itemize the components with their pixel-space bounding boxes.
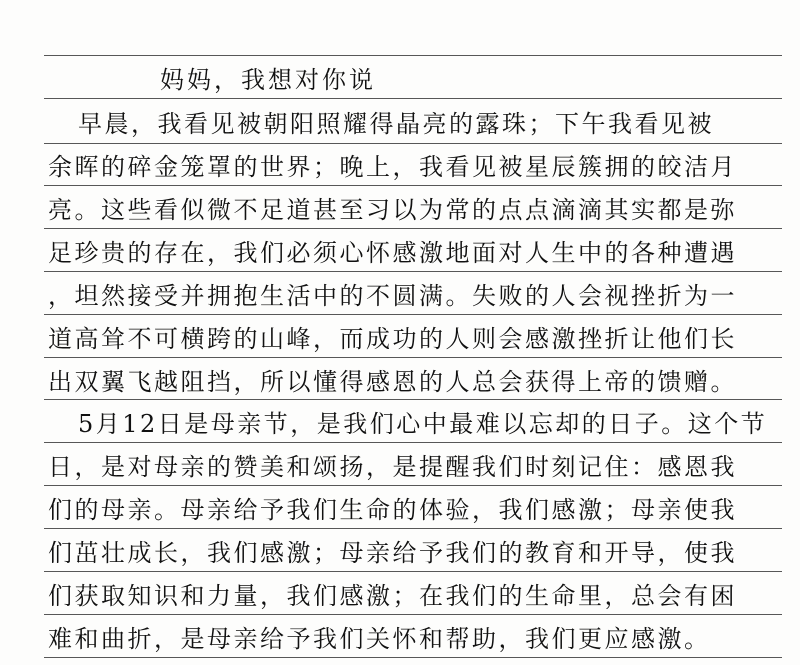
ruled-line xyxy=(44,228,782,229)
ruled-line xyxy=(44,657,782,658)
ruled-line xyxy=(44,98,782,99)
essay-title: 妈妈，我想对你说 xyxy=(160,66,376,94)
essay-line: 们茁壮成长，我们感激；母亲给予我们的教育和开导，使我 xyxy=(48,539,737,567)
essay-line: 道高耸不可横跨的山峰，而成功的人则会感激挫折让他们长 xyxy=(48,325,737,353)
ruled-line xyxy=(44,143,782,144)
ruled-line xyxy=(44,271,782,272)
essay-line: 们获取知识和力量，我们感激；在我们的生命里，总会有困 xyxy=(48,582,737,610)
ruled-line xyxy=(44,571,782,572)
essay-line: ，坦然接受并拥抱生活中的不圆满。失败的人会视挫折为一 xyxy=(48,282,737,310)
essay-line: 足珍贵的存在，我们必须心怀感激地面对人生中的各种遭遇 xyxy=(48,239,737,267)
ruled-line xyxy=(44,185,782,186)
essay-line: 5月12日是母亲节，是我们心中最难以忘却的日子。这个节 xyxy=(78,410,768,438)
ruled-line xyxy=(44,314,782,315)
essay-line: 早晨，我看见被朝阳照耀得晶亮的露珠；下午我看见被 xyxy=(78,110,714,138)
ruled-line xyxy=(44,442,782,443)
ruled-line xyxy=(44,357,782,358)
essay-line: 难和曲折，是母亲给予我们关怀和帮助，我们更应感激。 xyxy=(48,625,711,653)
essay-line: 亮。这些看似微不足道甚至习以为常的点点滴滴其实都是弥 xyxy=(48,196,737,224)
ruled-line xyxy=(44,528,782,529)
essay-line: 们的母亲。母亲给予我们生命的体验，我们感激；母亲使我 xyxy=(48,496,737,524)
essay-line: 日，是对母亲的赞美和颂扬，是提醒我们时刻记住：感恩我 xyxy=(48,453,737,481)
ruled-line xyxy=(44,485,782,486)
essay-line: 余晖的碎金笼罩的世界；晚上，我看见被星辰簇拥的皎洁月 xyxy=(48,153,737,181)
ruled-line xyxy=(44,614,782,615)
ruled-line xyxy=(44,55,782,56)
essay-line: 出双翼飞越阻挡，所以懂得感恩的人总会获得上帝的馈赠。 xyxy=(48,368,737,396)
